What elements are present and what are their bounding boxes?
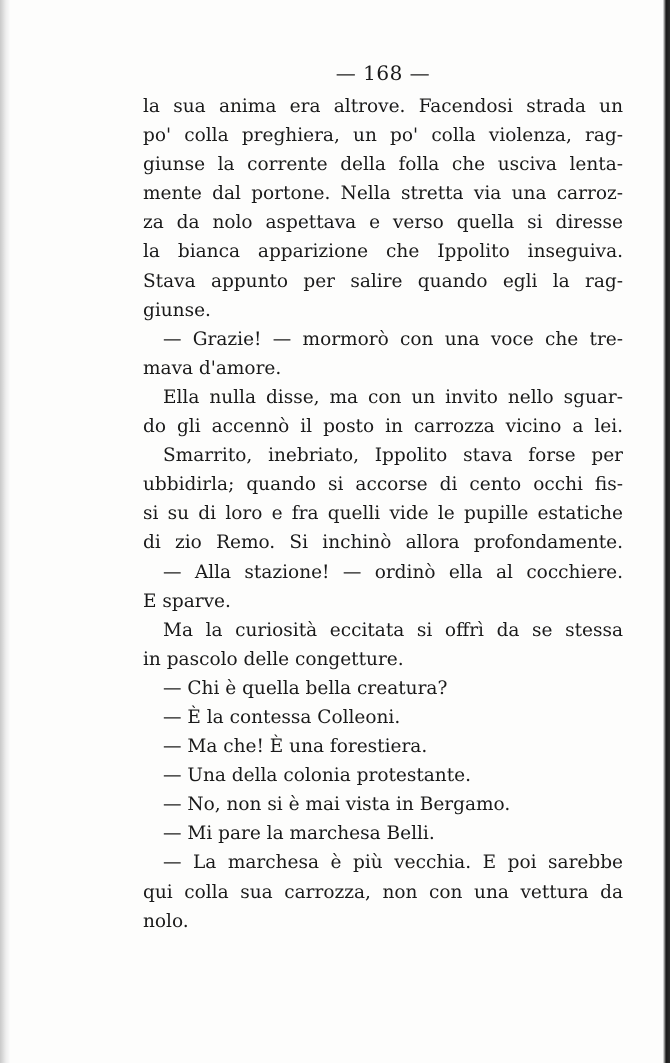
text-line: — La marchesa è più vecchia. E poi sarebbe xyxy=(163,852,623,874)
text-line: qui colla sua carrozza, non con una vettura da xyxy=(143,881,623,903)
text-line: si su di loro e fra quelli vide le pupille estatiche xyxy=(143,503,623,525)
text-line: la bianca apparizione che Ippolito inseguiva. xyxy=(143,241,623,263)
text-line: la sua anima era altrove. Facendosi strada un xyxy=(143,96,623,117)
text-line: Ella nulla disse, ma con un invito nello sguar- xyxy=(163,386,623,408)
text-line: E sparve. xyxy=(143,590,231,612)
text-line: in pascolo delle congetture. xyxy=(143,648,404,670)
text-line: giunse. xyxy=(143,299,211,321)
text-line: — Una della colonia protestante. xyxy=(163,765,471,787)
text-line: mente dal portone. Nella stretta via una carroz- xyxy=(143,183,623,205)
text-line: — Alla stazione! — ordinò ella al cocchiere. xyxy=(163,561,623,583)
text-line: nolo. xyxy=(143,910,189,932)
text-line: do gli accennò il posto in carrozza vicino a lei. xyxy=(143,416,623,438)
text-line: — Grazie! — mormorò con una voce che tre- xyxy=(163,328,623,350)
text-line: — Mi pare la marchesa Belli. xyxy=(163,823,435,845)
page-number: — 168 — xyxy=(335,61,431,85)
page-gutter-left xyxy=(0,0,10,1063)
text-line: — È la contessa Colleoni. xyxy=(163,706,401,728)
text-line: di zio Remo. Si inchinò allora profondamente. xyxy=(143,532,623,554)
text-lines xyxy=(143,92,623,936)
page-edge-right xyxy=(663,0,670,1063)
text-line: — Ma che! È una forestiera. xyxy=(163,736,428,758)
page-text-block xyxy=(143,58,623,936)
text-line: giunse la corrente della folla che usciva lenta- xyxy=(143,154,623,176)
text-line: — No, non si è mai vista in Bergamo. xyxy=(163,794,511,816)
text-line: mava d'amore. xyxy=(143,357,282,379)
text-line: Stava appunto per salire quando egli la rag- xyxy=(143,270,623,292)
text-line: po' colla preghiera, un po' colla violenza, rag- xyxy=(143,125,623,147)
text-line: za da nolo aspettava e verso quella si diresse xyxy=(143,212,623,234)
text-line: Ma la curiosità eccitata si offrì da se stessa xyxy=(163,619,623,641)
text-line: — Chi è quella bella creatura? xyxy=(163,677,448,699)
text-line: Smarrito, inebriato, Ippolito stava forse per xyxy=(163,445,623,467)
text-line: ubbidirla; quando si accorse di cento occhi fis- xyxy=(143,474,623,496)
